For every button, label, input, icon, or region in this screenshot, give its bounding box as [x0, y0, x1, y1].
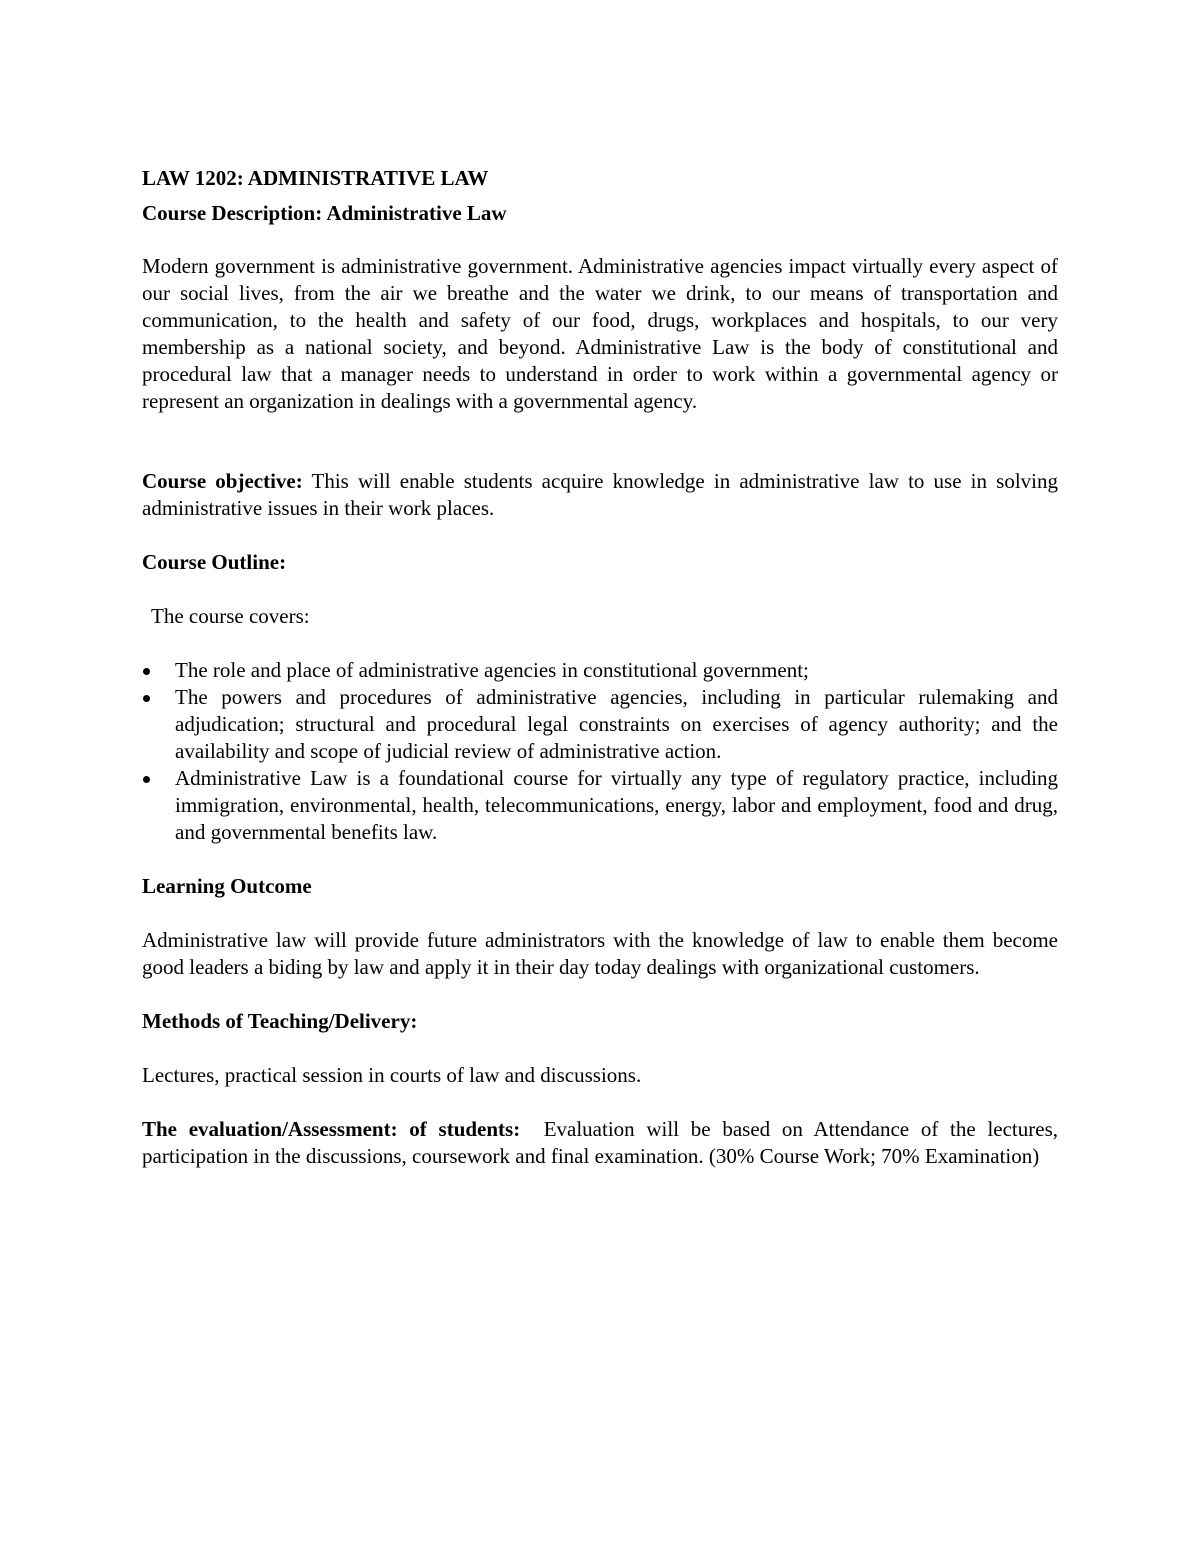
course-outline-intro: The course covers:	[151, 604, 310, 628]
learning-outcome-text: Administrative law will provide future administrators with the knowledge of law to enable them become good leaders a biding by law and apply it in their day today dealings with organizational customers.	[142, 928, 1058, 979]
list-item	[142, 684, 1058, 765]
list-item	[142, 765, 1058, 846]
bullet-icon	[143, 668, 150, 675]
bullet-icon	[143, 776, 150, 783]
document-title: LAW 1202: ADMINISTRATIVE LAW	[142, 166, 489, 190]
evaluation-text: Evaluation will be based on Attendance of the lectures, participation in the discussions, coursework and final examination. (30% Course Work; 70% Examination)	[142, 1117, 1064, 1168]
methods-text: Lectures, practical session in courts of law and discussions.	[142, 1063, 642, 1087]
evaluation-label: The evaluation/Assessment: of students:	[142, 1117, 521, 1141]
course-objective-text: This will enable students acquire knowledge in administrative law to use in solving administrative issues in their work places.	[142, 469, 1058, 520]
learning-outcome-heading: Learning Outcome	[142, 874, 312, 898]
course-outline-list	[142, 657, 1058, 846]
document-page	[142, 165, 1064, 1170]
course-objective-paragraph	[142, 468, 1058, 522]
methods-heading: Methods of Teaching/Delivery:	[142, 1009, 418, 1033]
list-item-text: The role and place of administrative agencies in constitutional government;	[175, 658, 809, 682]
list-item-text: The powers and procedures of administrative agencies, including in particular rulemaking and adjudication; structural and procedural legal constraints on exercises of agency authority; and the availability and scope of judicial review of administrative action.	[175, 685, 1058, 763]
evaluation-paragraph	[142, 1116, 1064, 1170]
list-item-text: Administrative Law is a foundational course for virtually any type of regulatory practice, including immigration, environmental, health, telecommunications, energy, labor and employment, food and drug, and governmental benefits law.	[175, 766, 1058, 844]
course-objective-label: Course objective:	[142, 469, 303, 493]
course-description-text: Modern government is administrative government. Administrative agencies impact virtually every aspect of our social lives, from the air we breathe and the water we drink, to our means of transportation and communication, to the health and safety of our food, drugs, workplaces and hospitals, to our very membership as a national society, and beyond. Administrative Law is the body of constitutional and procedural law that a manager needs to understand in order to work within a governmental agency or represent an organization in dealings with a governmental agency.	[142, 254, 1058, 413]
bullet-icon	[143, 695, 150, 702]
course-description-label: Course Description: Administrative Law	[142, 201, 507, 225]
list-item	[142, 657, 1058, 684]
course-outline-heading: Course Outline:	[142, 550, 287, 574]
